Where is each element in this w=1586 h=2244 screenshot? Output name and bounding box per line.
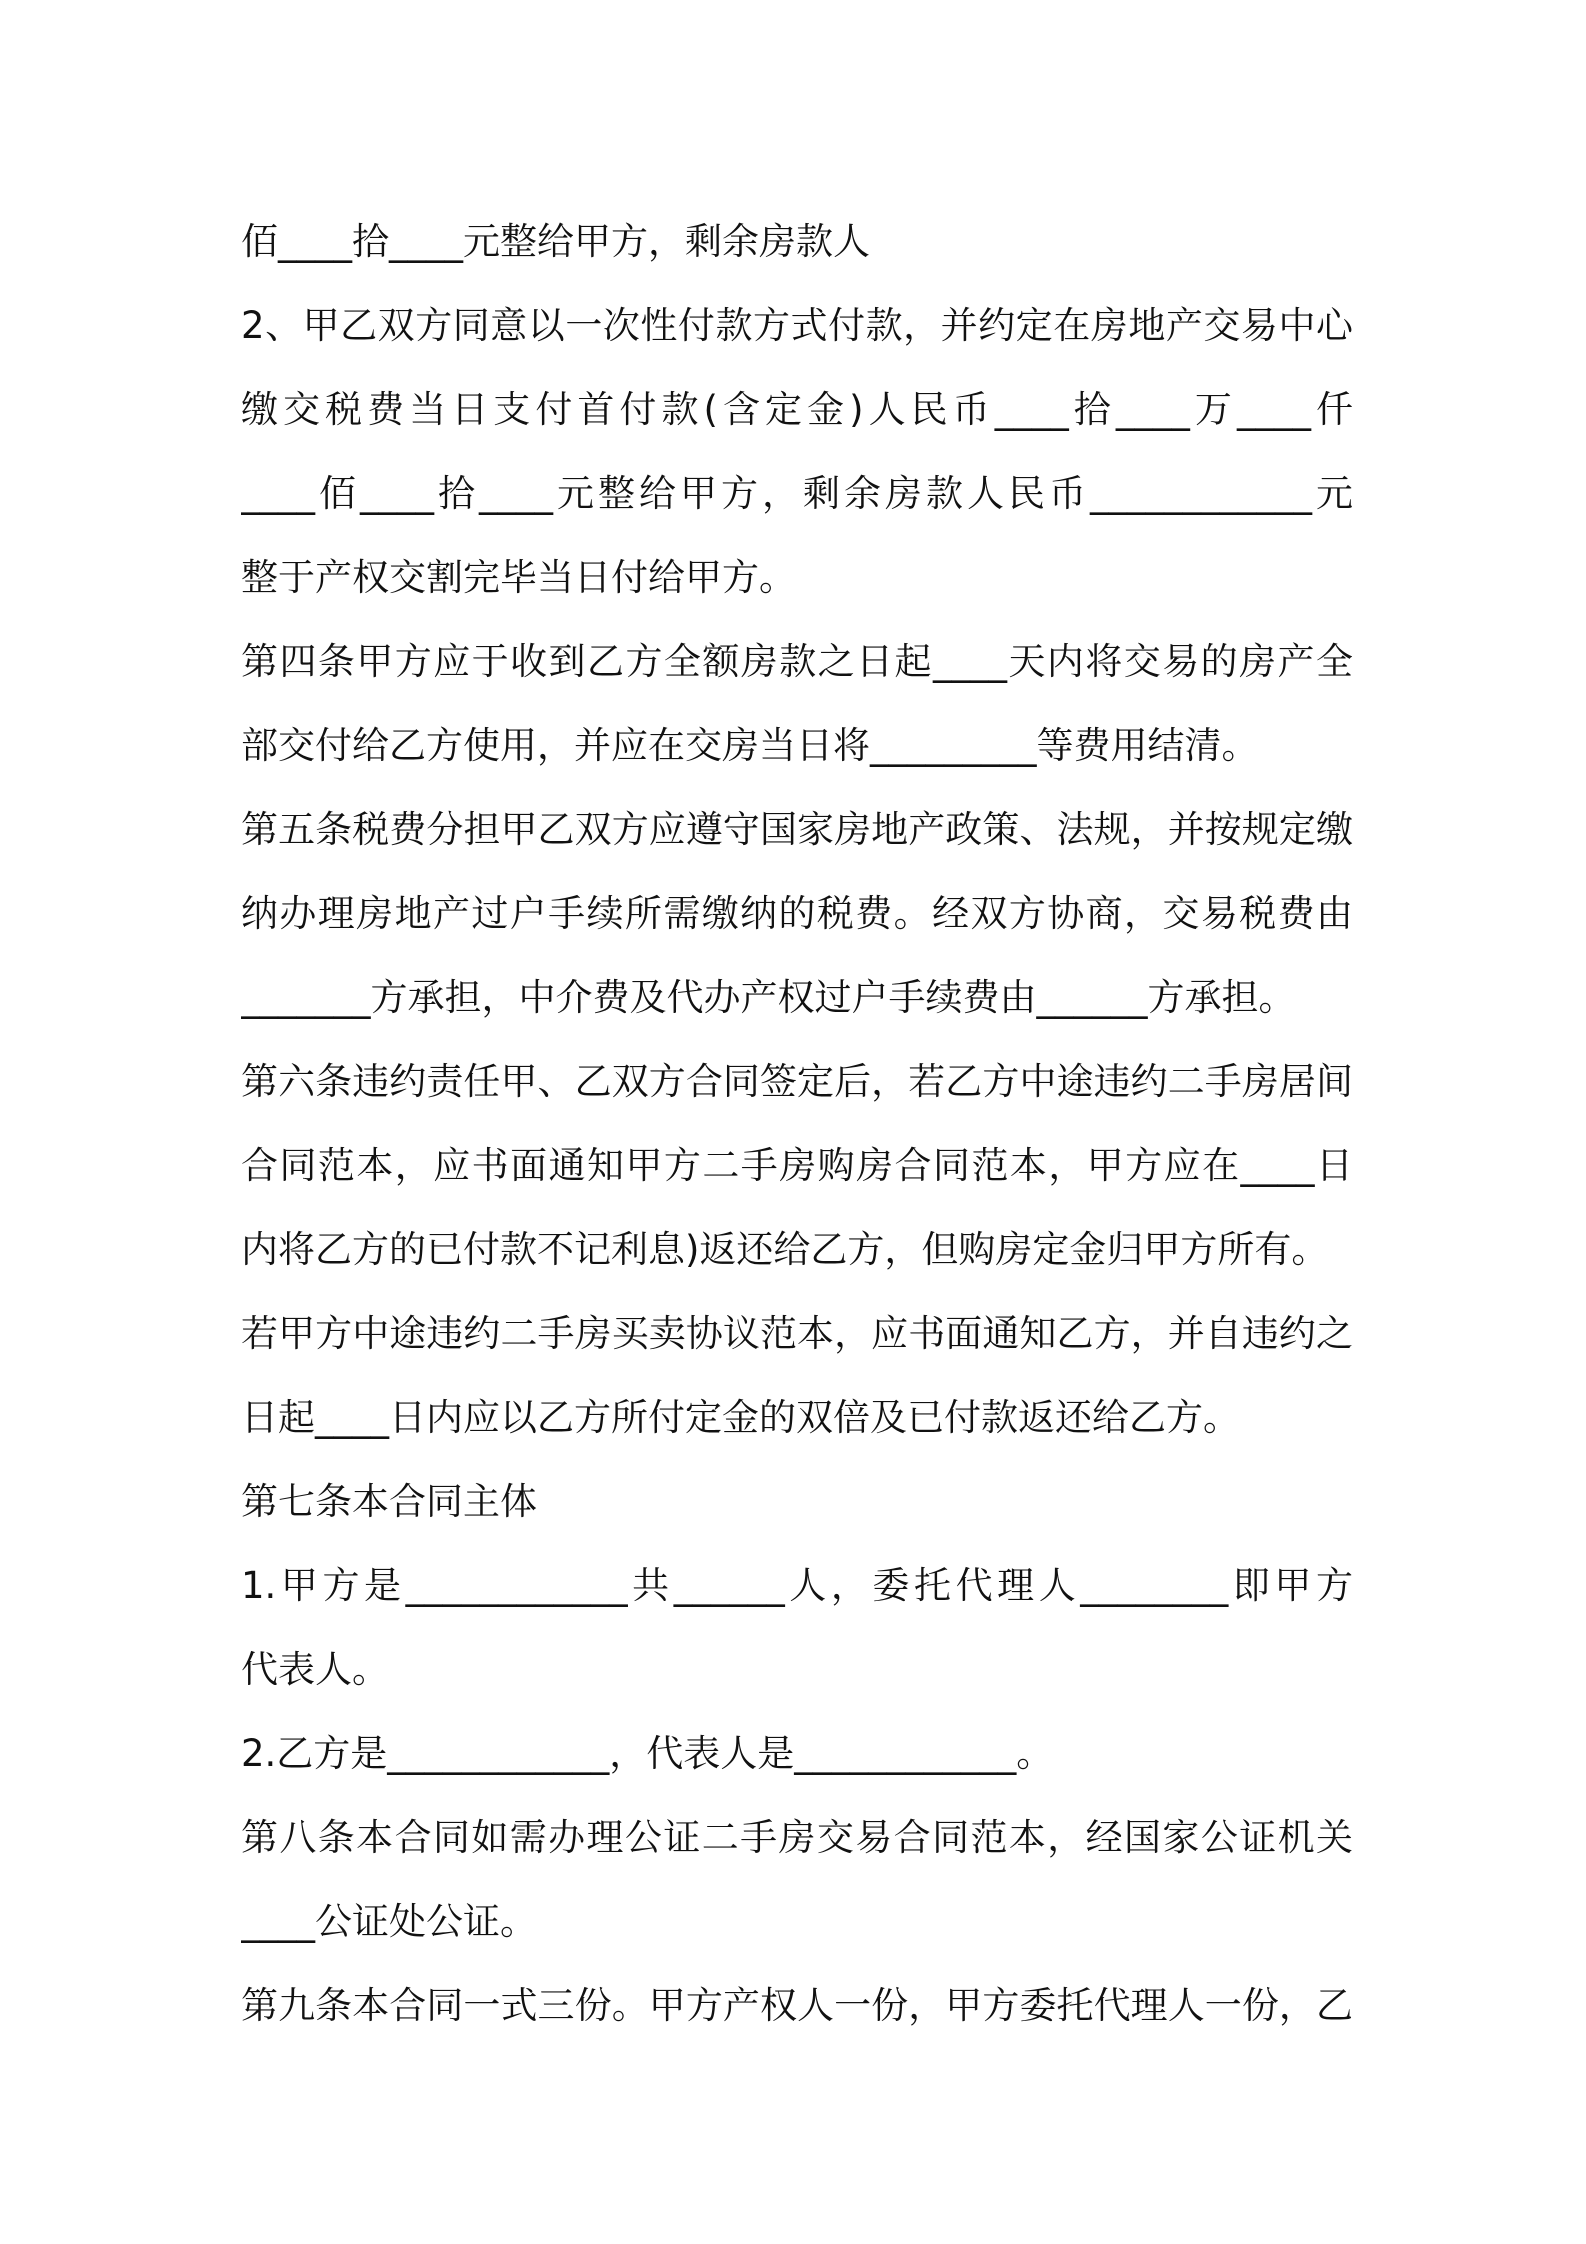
text-line: 整于产权交割完毕当日付给甲方。 bbox=[241, 556, 796, 599]
text-line: ____佰____拾____元整给甲方，剩余房款人民币____________元 bbox=[241, 472, 1353, 515]
text-line: 2.乙方是____________，代表人是____________。 bbox=[241, 1732, 1054, 1775]
text-line: 代表人。 bbox=[241, 1648, 389, 1691]
text-line: 第八条本合同如需办理公证二手房交易合同范本，经国家公证机关 bbox=[241, 1816, 1353, 1859]
text-line: 纳办理房地产过户手续所需缴纳的税费。经双方协商，交易税费由 bbox=[241, 892, 1353, 935]
text-line: 佰____拾____元整给甲方，剩余房款人 bbox=[241, 220, 870, 263]
text-line: 2、甲乙双方同意以一次性付款方式付款，并约定在房地产交易中心 bbox=[241, 304, 1353, 347]
text-line: 第五条税费分担甲乙双方应遵守国家房地产政策、法规，并按规定缴 bbox=[241, 808, 1353, 851]
text-line: 第七条本合同主体 bbox=[241, 1480, 537, 1523]
contract-text bbox=[241, 200, 1353, 2048]
text-line: 若甲方中途违约二手房买卖协议范本，应书面通知乙方，并自违约之 bbox=[241, 1312, 1353, 1355]
text-line: ____公证处公证。 bbox=[241, 1900, 537, 1943]
text-line: 第九条本合同一式三份。甲方产权人一份，甲方委托代理人一份，乙 bbox=[241, 1984, 1353, 2027]
text-line: 合同范本，应书面通知甲方二手房购房合同范本，甲方应在____日 bbox=[241, 1144, 1353, 1187]
text-line: 内将乙方的已付款不记利息)返还给乙方，但购房定金归甲方所有。 bbox=[241, 1228, 1329, 1271]
text-line: 第四条甲方应于收到乙方全额房款之日起____天内将交易的房产全 bbox=[241, 640, 1353, 683]
text-line: 1.甲方是____________共______人，委托代理人________即甲方 bbox=[241, 1564, 1353, 1607]
text-line: 缴交税费当日支付首付款(含定金)人民币____拾____万____仟 bbox=[241, 388, 1353, 431]
text-line: _______方承担，中介费及代办产权过户手续费由______方承担。 bbox=[241, 976, 1296, 1019]
text-line: 日起____日内应以乙方所付定金的双倍及已付款返还给乙方。 bbox=[241, 1396, 1240, 1439]
text-line: 部交付给乙方使用，并应在交房当日将_________等费用结清。 bbox=[241, 724, 1259, 767]
text-line: 第六条违约责任甲、乙双方合同签定后，若乙方中途违约二手房居间 bbox=[241, 1060, 1353, 1103]
